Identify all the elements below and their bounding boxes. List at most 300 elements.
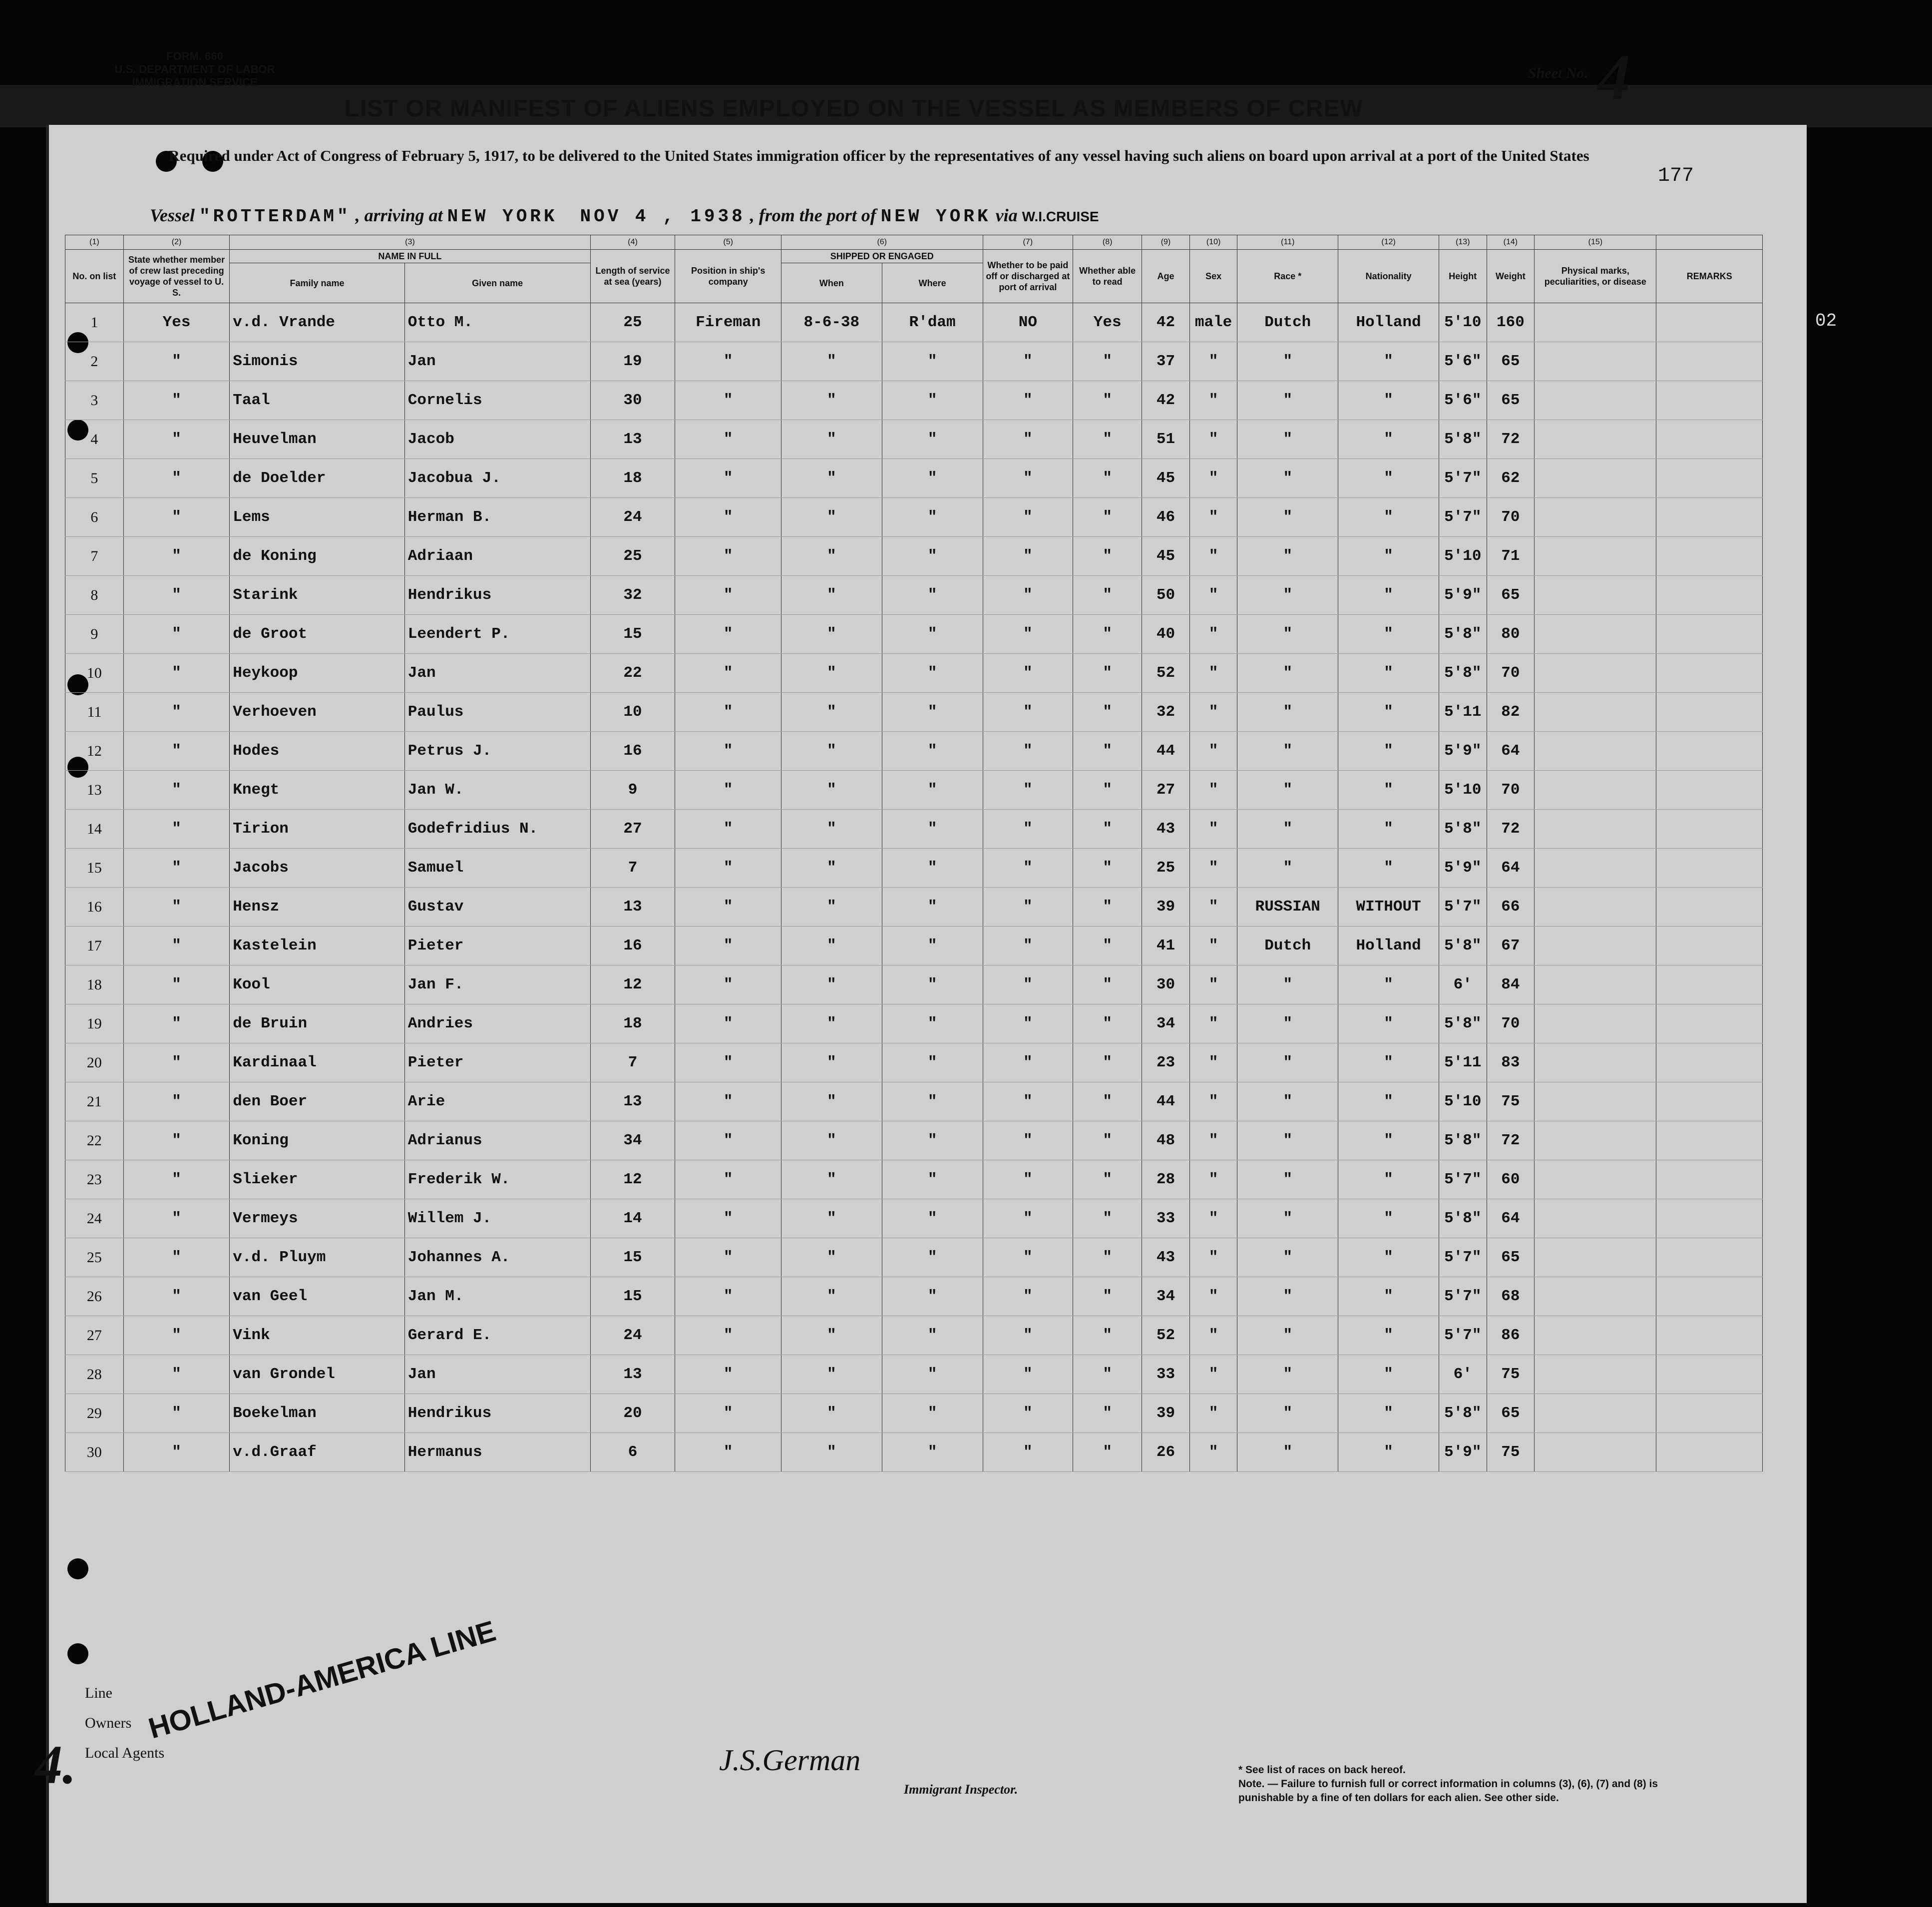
- height: 5'8": [1439, 1004, 1487, 1043]
- paid-off: ": [983, 771, 1073, 810]
- table-row: [65, 849, 1763, 888]
- family-name: Jacobs: [230, 849, 405, 888]
- weight: 72: [1487, 420, 1535, 459]
- nationality: ": [1338, 1082, 1439, 1121]
- able-to-read: ": [1073, 342, 1142, 381]
- paid-off: ": [983, 420, 1073, 459]
- row-number: 8: [65, 576, 124, 615]
- row-number: 7: [65, 537, 124, 576]
- shipped-where: ": [882, 732, 983, 771]
- paid-off: ": [983, 615, 1073, 654]
- table-row: [65, 498, 1763, 537]
- height: 5'7": [1439, 498, 1487, 537]
- nationality: ": [1338, 537, 1439, 576]
- sex: ": [1189, 965, 1237, 1004]
- weight: 70: [1487, 654, 1535, 693]
- shipped-when: ": [781, 576, 882, 615]
- row-number: 28: [65, 1355, 124, 1394]
- remarks: [1656, 381, 1763, 420]
- race: ": [1237, 342, 1338, 381]
- able-to-read: ": [1073, 1199, 1142, 1238]
- remarks: [1656, 1316, 1763, 1355]
- height: 5'8": [1439, 1394, 1487, 1433]
- physical-marks: [1535, 1121, 1656, 1160]
- nationality: ": [1338, 1316, 1439, 1355]
- nationality: ": [1338, 1121, 1439, 1160]
- header-physical-marks: Physical marks, peculiarities, or disease: [1535, 250, 1656, 303]
- row-number: 6: [65, 498, 124, 537]
- age: 34: [1142, 1004, 1190, 1043]
- row-number: 4: [65, 420, 124, 459]
- edge-number: 02: [1815, 311, 1837, 331]
- paid-off: ": [983, 693, 1073, 732]
- height: 5'6": [1439, 381, 1487, 420]
- position: ": [675, 615, 781, 654]
- crew-previous-voyage: ": [123, 849, 229, 888]
- age: 34: [1142, 1277, 1190, 1316]
- position: ": [675, 576, 781, 615]
- given-name: Samuel: [404, 849, 590, 888]
- sex: ": [1189, 771, 1237, 810]
- table-row: [65, 1121, 1763, 1160]
- height: 5'10: [1439, 771, 1487, 810]
- shipped-where: ": [882, 1004, 983, 1043]
- paid-off: ": [983, 732, 1073, 771]
- col-num: (3): [230, 235, 590, 250]
- remarks: [1656, 420, 1763, 459]
- position: ": [675, 1316, 781, 1355]
- age: 43: [1142, 810, 1190, 849]
- able-to-read: ": [1073, 1433, 1142, 1472]
- physical-marks: [1535, 381, 1656, 420]
- col-num: (1): [65, 235, 124, 250]
- remarks: [1656, 342, 1763, 381]
- remarks: [1656, 1238, 1763, 1277]
- paid-off: ": [983, 965, 1073, 1004]
- header-remarks: REMARKS: [1656, 250, 1763, 303]
- physical-marks: [1535, 693, 1656, 732]
- remarks: [1656, 1043, 1763, 1082]
- nationality: ": [1338, 498, 1439, 537]
- table-row: [65, 693, 1763, 732]
- physical-marks: [1535, 1316, 1656, 1355]
- col-num: (10): [1189, 235, 1237, 250]
- shipped-when: ": [781, 849, 882, 888]
- given-name: Adriaan: [404, 537, 590, 576]
- shipped-when: ": [781, 1121, 882, 1160]
- physical-marks: [1535, 1277, 1656, 1316]
- physical-marks: [1535, 537, 1656, 576]
- given-name: Otto M.: [404, 303, 590, 342]
- race: ": [1237, 1433, 1338, 1472]
- given-name: Jan: [404, 1355, 590, 1394]
- remarks: [1656, 498, 1763, 537]
- family-name: Lems: [230, 498, 405, 537]
- form-service: IMMIGRATION SERVICE: [132, 76, 258, 88]
- nationality: ": [1338, 732, 1439, 771]
- nationality: ": [1338, 1394, 1439, 1433]
- table-row: [65, 381, 1763, 420]
- shipped-where: ": [882, 537, 983, 576]
- given-name: Jacob: [404, 420, 590, 459]
- nationality: ": [1338, 1004, 1439, 1043]
- position: ": [675, 810, 781, 849]
- physical-marks: [1535, 576, 1656, 615]
- position: ": [675, 1043, 781, 1082]
- race: Dutch: [1237, 303, 1338, 342]
- service-length: 12: [590, 1160, 675, 1199]
- given-name: Gerard E.: [404, 1316, 590, 1355]
- table-row: [65, 1316, 1763, 1355]
- shipped-where: ": [882, 459, 983, 498]
- shipped-where: ": [882, 1277, 983, 1316]
- nationality: ": [1338, 849, 1439, 888]
- remarks: [1656, 1160, 1763, 1199]
- table-row: [65, 1043, 1763, 1082]
- header-given-name: Given name: [404, 263, 590, 303]
- crew-previous-voyage: ": [123, 537, 229, 576]
- table-row: [65, 342, 1763, 381]
- service-length: 16: [590, 732, 675, 771]
- physical-marks: [1535, 342, 1656, 381]
- shipped-when: ": [781, 1316, 882, 1355]
- sex: ": [1189, 1082, 1237, 1121]
- table-row: [65, 537, 1763, 576]
- age: 28: [1142, 1160, 1190, 1199]
- sex: ": [1189, 927, 1237, 965]
- position: ": [675, 1082, 781, 1121]
- height: 5'8": [1439, 615, 1487, 654]
- shipped-where: ": [882, 810, 983, 849]
- row-number: 5: [65, 459, 124, 498]
- physical-marks: [1535, 1043, 1656, 1082]
- age: 51: [1142, 420, 1190, 459]
- page-mark: 4.: [35, 1734, 76, 1795]
- service-length: 22: [590, 654, 675, 693]
- col-num: (8): [1073, 235, 1142, 250]
- position: ": [675, 849, 781, 888]
- remarks: [1656, 1277, 1763, 1316]
- family-name: Slieker: [230, 1160, 405, 1199]
- table-row: [65, 303, 1763, 342]
- weight: 70: [1487, 1004, 1535, 1043]
- shipped-where: ": [882, 342, 983, 381]
- shipped-when: ": [781, 1355, 882, 1394]
- crew-previous-voyage: ": [123, 888, 229, 927]
- shipped-when: ": [781, 1394, 882, 1433]
- physical-marks: [1535, 498, 1656, 537]
- family-name: Koning: [230, 1121, 405, 1160]
- physical-marks: [1535, 888, 1656, 927]
- age: 42: [1142, 303, 1190, 342]
- sex: ": [1189, 420, 1237, 459]
- family-name: Simonis: [230, 342, 405, 381]
- height: 5'8": [1439, 654, 1487, 693]
- able-to-read: ": [1073, 849, 1142, 888]
- shipped-where: ": [882, 1433, 983, 1472]
- row-number: 29: [65, 1394, 124, 1433]
- sex: ": [1189, 1316, 1237, 1355]
- sex: ": [1189, 654, 1237, 693]
- height: 5'6": [1439, 342, 1487, 381]
- height: 5'8": [1439, 810, 1487, 849]
- weight: 65: [1487, 576, 1535, 615]
- table-row: [65, 1199, 1763, 1238]
- race: ": [1237, 1394, 1338, 1433]
- remarks: [1656, 965, 1763, 1004]
- header-no-on-list: No. on list: [65, 250, 124, 303]
- service-length: 12: [590, 965, 675, 1004]
- physical-marks: [1535, 810, 1656, 849]
- crew-previous-voyage: ": [123, 459, 229, 498]
- shipped-where: ": [882, 771, 983, 810]
- given-name: Pieter: [404, 1043, 590, 1082]
- col-num: (13): [1439, 235, 1487, 250]
- race: ": [1237, 459, 1338, 498]
- shipped-when: ": [781, 342, 882, 381]
- remarks: [1656, 303, 1763, 342]
- shipped-when: ": [781, 888, 882, 927]
- table-row: [65, 1433, 1763, 1472]
- position: ": [675, 342, 781, 381]
- family-name: Vermeys: [230, 1199, 405, 1238]
- header-weight: Weight: [1487, 250, 1535, 303]
- service-length: 19: [590, 342, 675, 381]
- row-number: 14: [65, 810, 124, 849]
- weight: 75: [1487, 1433, 1535, 1472]
- given-name: Petrus J.: [404, 732, 590, 771]
- height: 6': [1439, 1355, 1487, 1394]
- race: ": [1237, 615, 1338, 654]
- row-number: 17: [65, 927, 124, 965]
- weight: 70: [1487, 771, 1535, 810]
- position: ": [675, 1199, 781, 1238]
- table-row: [65, 965, 1763, 1004]
- able-to-read: ": [1073, 420, 1142, 459]
- position: ": [675, 732, 781, 771]
- race: ": [1237, 1199, 1338, 1238]
- service-length: 34: [590, 1121, 675, 1160]
- margin-number: 177: [1658, 165, 1694, 187]
- header-family-name: Family name: [230, 263, 405, 303]
- race: ": [1237, 771, 1338, 810]
- age: 33: [1142, 1355, 1190, 1394]
- position: ": [675, 420, 781, 459]
- height: 5'9": [1439, 732, 1487, 771]
- weight: 82: [1487, 693, 1535, 732]
- height: 5'10: [1439, 303, 1487, 342]
- nationality: ": [1338, 1199, 1439, 1238]
- race: ": [1237, 965, 1338, 1004]
- page-subtitle: Required under Act of Congress of February 5, 1917, to be delivered to the United States immigration officer by the representatives of any vessel having such aliens on board upon arrival at a port of the United States: [168, 147, 1589, 164]
- column-number-row: [65, 235, 1763, 250]
- header-name-in-full: NAME IN FULL: [230, 250, 590, 263]
- crew-previous-voyage: ": [123, 1355, 229, 1394]
- weight: 80: [1487, 615, 1535, 654]
- shipped-where: R'dam: [882, 303, 983, 342]
- age: 44: [1142, 732, 1190, 771]
- sex: ": [1189, 810, 1237, 849]
- paid-off: ": [983, 1433, 1073, 1472]
- manifest-body: [65, 303, 1763, 1472]
- paid-off: ": [983, 927, 1073, 965]
- shipped-when: ": [781, 1082, 882, 1121]
- nationality: ": [1338, 1160, 1439, 1199]
- row-number: 15: [65, 849, 124, 888]
- nationality: ": [1338, 459, 1439, 498]
- from-port-label: , from the port of: [750, 205, 876, 225]
- race: ": [1237, 1355, 1338, 1394]
- height: 5'7": [1439, 1238, 1487, 1277]
- family-name: v.d.Graaf: [230, 1433, 405, 1472]
- table-row: [65, 615, 1763, 654]
- age: 45: [1142, 537, 1190, 576]
- physical-marks: [1535, 927, 1656, 965]
- position: ": [675, 1121, 781, 1160]
- family-name: Starink: [230, 576, 405, 615]
- crew-previous-voyage: ": [123, 1043, 229, 1082]
- family-name: de Koning: [230, 537, 405, 576]
- position: ": [675, 459, 781, 498]
- row-number: 27: [65, 1316, 124, 1355]
- service-length: 13: [590, 1082, 675, 1121]
- able-to-read: ": [1073, 1394, 1142, 1433]
- physical-marks: [1535, 965, 1656, 1004]
- crew-previous-voyage: ": [123, 498, 229, 537]
- paid-off: ": [983, 1238, 1073, 1277]
- physical-marks: [1535, 1433, 1656, 1472]
- family-name: van Geel: [230, 1277, 405, 1316]
- physical-marks: [1535, 615, 1656, 654]
- height: 5'7": [1439, 888, 1487, 927]
- family-name: Heuvelman: [230, 420, 405, 459]
- row-number: 20: [65, 1043, 124, 1082]
- weight: 65: [1487, 381, 1535, 420]
- sex: ": [1189, 615, 1237, 654]
- form-identifier: [85, 50, 305, 89]
- race: ": [1237, 537, 1338, 576]
- age: 43: [1142, 1238, 1190, 1277]
- sex: ": [1189, 1121, 1237, 1160]
- crew-previous-voyage: ": [123, 927, 229, 965]
- vessel-label: Vessel: [150, 205, 195, 225]
- able-to-read: ": [1073, 537, 1142, 576]
- row-number: 3: [65, 381, 124, 420]
- height: 5'11: [1439, 693, 1487, 732]
- weight: 60: [1487, 1160, 1535, 1199]
- crew-previous-voyage: ": [123, 1160, 229, 1199]
- height: 5'7": [1439, 1316, 1487, 1355]
- race: Dutch: [1237, 927, 1338, 965]
- shipped-when: ": [781, 459, 882, 498]
- weight: 70: [1487, 498, 1535, 537]
- paid-off: ": [983, 342, 1073, 381]
- position: ": [675, 1160, 781, 1199]
- age: 32: [1142, 693, 1190, 732]
- header-where: Where: [882, 263, 983, 303]
- weight: 75: [1487, 1082, 1535, 1121]
- paid-off: ": [983, 1355, 1073, 1394]
- crew-previous-voyage: ": [123, 1082, 229, 1121]
- remarks: [1656, 459, 1763, 498]
- sex: ": [1189, 498, 1237, 537]
- family-name: v.d. Vrande: [230, 303, 405, 342]
- given-name: Jacobua J.: [404, 459, 590, 498]
- col-num: [1656, 235, 1763, 250]
- paid-off: ": [983, 1316, 1073, 1355]
- service-length: 25: [590, 303, 675, 342]
- position: ": [675, 498, 781, 537]
- remarks: [1656, 1121, 1763, 1160]
- header-race: Race *: [1237, 250, 1338, 303]
- table-row: [65, 420, 1763, 459]
- height: 5'10: [1439, 537, 1487, 576]
- weight: 65: [1487, 1238, 1535, 1277]
- col-num: (6): [781, 235, 983, 250]
- arriving-label: , arriving at: [355, 205, 443, 225]
- row-number: 2: [65, 342, 124, 381]
- given-name: Frederik W.: [404, 1160, 590, 1199]
- height: 6': [1439, 965, 1487, 1004]
- header-paid-off: Whether to be paid off or discharged at port of arrival: [983, 250, 1073, 303]
- race: ": [1237, 381, 1338, 420]
- height: 5'9": [1439, 849, 1487, 888]
- remarks: [1656, 615, 1763, 654]
- table-row: [65, 771, 1763, 810]
- sex: ": [1189, 1004, 1237, 1043]
- sex: male: [1189, 303, 1237, 342]
- row-number: 9: [65, 615, 124, 654]
- race: ": [1237, 1277, 1338, 1316]
- weight: 64: [1487, 732, 1535, 771]
- physical-marks: [1535, 1199, 1656, 1238]
- age: 52: [1142, 1316, 1190, 1355]
- given-name: Hendrikus: [404, 1394, 590, 1433]
- position: ": [675, 771, 781, 810]
- crew-previous-voyage: ": [123, 810, 229, 849]
- age: 46: [1142, 498, 1190, 537]
- paid-off: ": [983, 1394, 1073, 1433]
- given-name: Herman B.: [404, 498, 590, 537]
- shipped-where: ": [882, 1121, 983, 1160]
- shipped-where: ": [882, 888, 983, 927]
- family-name: Kastelein: [230, 927, 405, 965]
- crew-previous-voyage: ": [123, 1433, 229, 1472]
- vessel-name: "ROTTERDAM": [199, 206, 351, 227]
- given-name: Adrianus: [404, 1121, 590, 1160]
- vessel-line: [150, 205, 1673, 227]
- position: ": [675, 693, 781, 732]
- able-to-read: ": [1073, 693, 1142, 732]
- sex: ": [1189, 1199, 1237, 1238]
- family-name: Heykoop: [230, 654, 405, 693]
- able-to-read: ": [1073, 459, 1142, 498]
- sex: ": [1189, 1043, 1237, 1082]
- able-to-read: ": [1073, 1043, 1142, 1082]
- arrival-date: NOV 4 , 1938: [580, 206, 746, 227]
- header-height: Height: [1439, 250, 1487, 303]
- nationality: ": [1338, 1043, 1439, 1082]
- col-num: (12): [1338, 235, 1439, 250]
- crew-previous-voyage: ": [123, 1121, 229, 1160]
- local-agents-label: Local Agents: [85, 1745, 165, 1761]
- able-to-read: ": [1073, 1004, 1142, 1043]
- nationality: Holland: [1338, 303, 1439, 342]
- position: ": [675, 1277, 781, 1316]
- row-number: 22: [65, 1121, 124, 1160]
- service-length: 13: [590, 1355, 675, 1394]
- shipped-when: ": [781, 654, 882, 693]
